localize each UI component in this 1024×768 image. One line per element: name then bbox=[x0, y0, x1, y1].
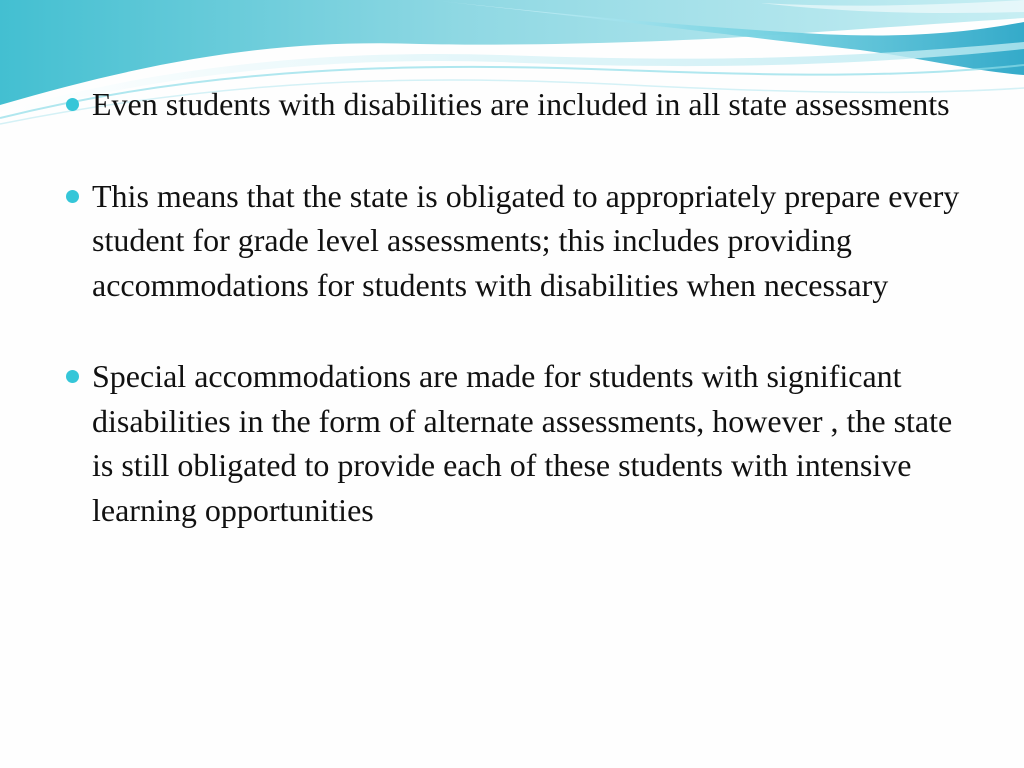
bullet-item bbox=[64, 174, 964, 308]
bullet-text: This means that the state is obligated to appropriately prepare every student for grade level assessments; this includes providing accommodations for students with disabilities when necessary bbox=[92, 177, 960, 303]
bullet-item bbox=[64, 354, 964, 532]
bullet-dot-icon bbox=[66, 190, 79, 203]
bullet-item bbox=[64, 82, 964, 127]
bullet-text: Special accommodations are made for students with significant disabilities in the form of alternate assessments, however , the state is still obligated to provide each of these students with intensive learning opportunities bbox=[92, 358, 953, 528]
bullet-list bbox=[64, 82, 964, 532]
bullet-text: Even students with disabilities are included in all state assessments bbox=[92, 86, 950, 122]
bullet-dot-icon bbox=[66, 370, 79, 383]
bullet-dot-icon bbox=[66, 98, 79, 111]
